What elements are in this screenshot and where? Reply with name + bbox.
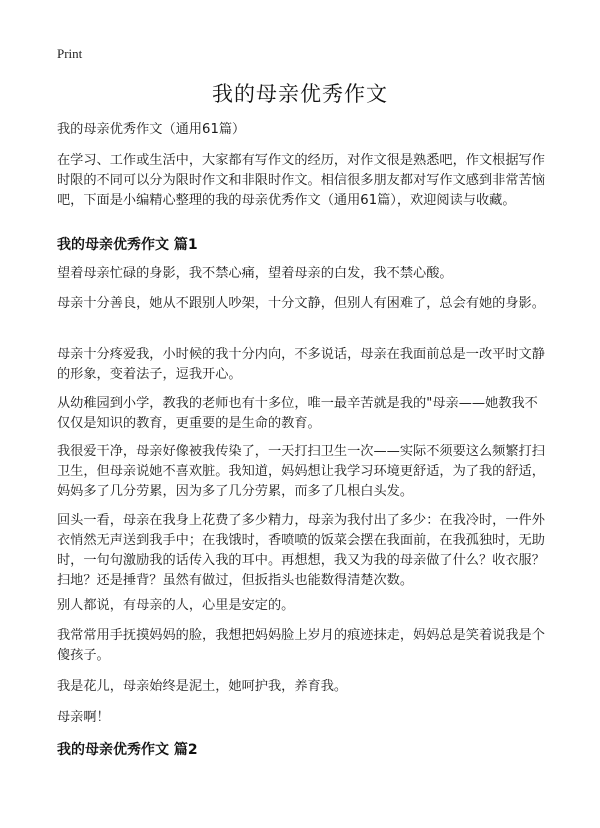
section-heading-2: 我的母亲优秀作文 篇2	[57, 742, 198, 758]
paragraph-3: 母亲十分疼爱我，小时候的我十分内向，不多说话，母亲在我面前总是一改平时文静的形象，变着法子，逗我开心。	[57, 347, 545, 382]
paragraph-4: 从幼稚园到小学，教我的老师也有十多位，唯一最辛苦就是我的"母亲——她教我不仅仅是知识的教育，更重要的是生命的教育。	[57, 396, 538, 431]
paragraph-2: 母亲十分善良，她从不跟别人吵架，十分文静，但别人有困难了，总会有她的身影。	[57, 296, 545, 311]
paragraph-5: 我很爱干净，母亲好像被我传染了，一天打扫卫生一次——实际不须要这么频繁打扫卫生，但母亲说她不喜欢脏。我知道，妈妈想让我学习环境更舒适，为了我的舒适，妈妈多了几分劳累，因为多了几分劳累，而多了几根白头发。	[57, 444, 545, 499]
paragraph-10: 母亲啊！	[57, 710, 110, 725]
paragraph-7: 别人都说，有母亲的人，心里是安定的。	[57, 598, 295, 613]
intro-paragraph: 在学习、工作或生活中，大家都有写作文的经历，对作文很是熟悉吧，作文根据写作时限的不同可以分为限时作文和非限时作文。相信很多朋友都对写作文感到非常苦恼吧，下面是小编精心整理的我的母亲优秀作文（通用61篇），欢迎阅读与收藏。	[57, 153, 545, 208]
paragraph-9: 我是花儿，母亲始终是泥土，她呵护我，养育我。	[57, 679, 348, 694]
section-heading-1: 我的母亲优秀作文 篇1	[57, 237, 198, 253]
paragraph-1: 望着母亲忙碌的身影，我不禁心痛，望着母亲的白发，我不禁心酸。	[57, 266, 453, 281]
paragraph-8: 我常常用手抚摸妈妈的脸，我想把妈妈脸上岁月的痕迹抹走，妈妈总是笑着说我是个傻孩子。	[57, 628, 545, 663]
page-title: 我的母亲优秀作文	[212, 82, 388, 106]
subtitle: 我的母亲优秀作文（通用61篇）	[57, 122, 246, 137]
paragraph-6: 回头一看，母亲在我身上花费了多少精力，母亲为我付出了多少：在我冷时，一件外衣悄然无声送到我手中；在我饿时，香喷喷的饭菜会摆在我面前，在我孤独时，无助时，一句句激励我的话传入我的耳中。再想想，我又为我的母亲做了什么？收衣服？扫地？还是捶背？虽然有做过，但扳指头也能数得清楚次数。	[57, 513, 545, 588]
print-label[interactable]: Print	[57, 46, 83, 61]
